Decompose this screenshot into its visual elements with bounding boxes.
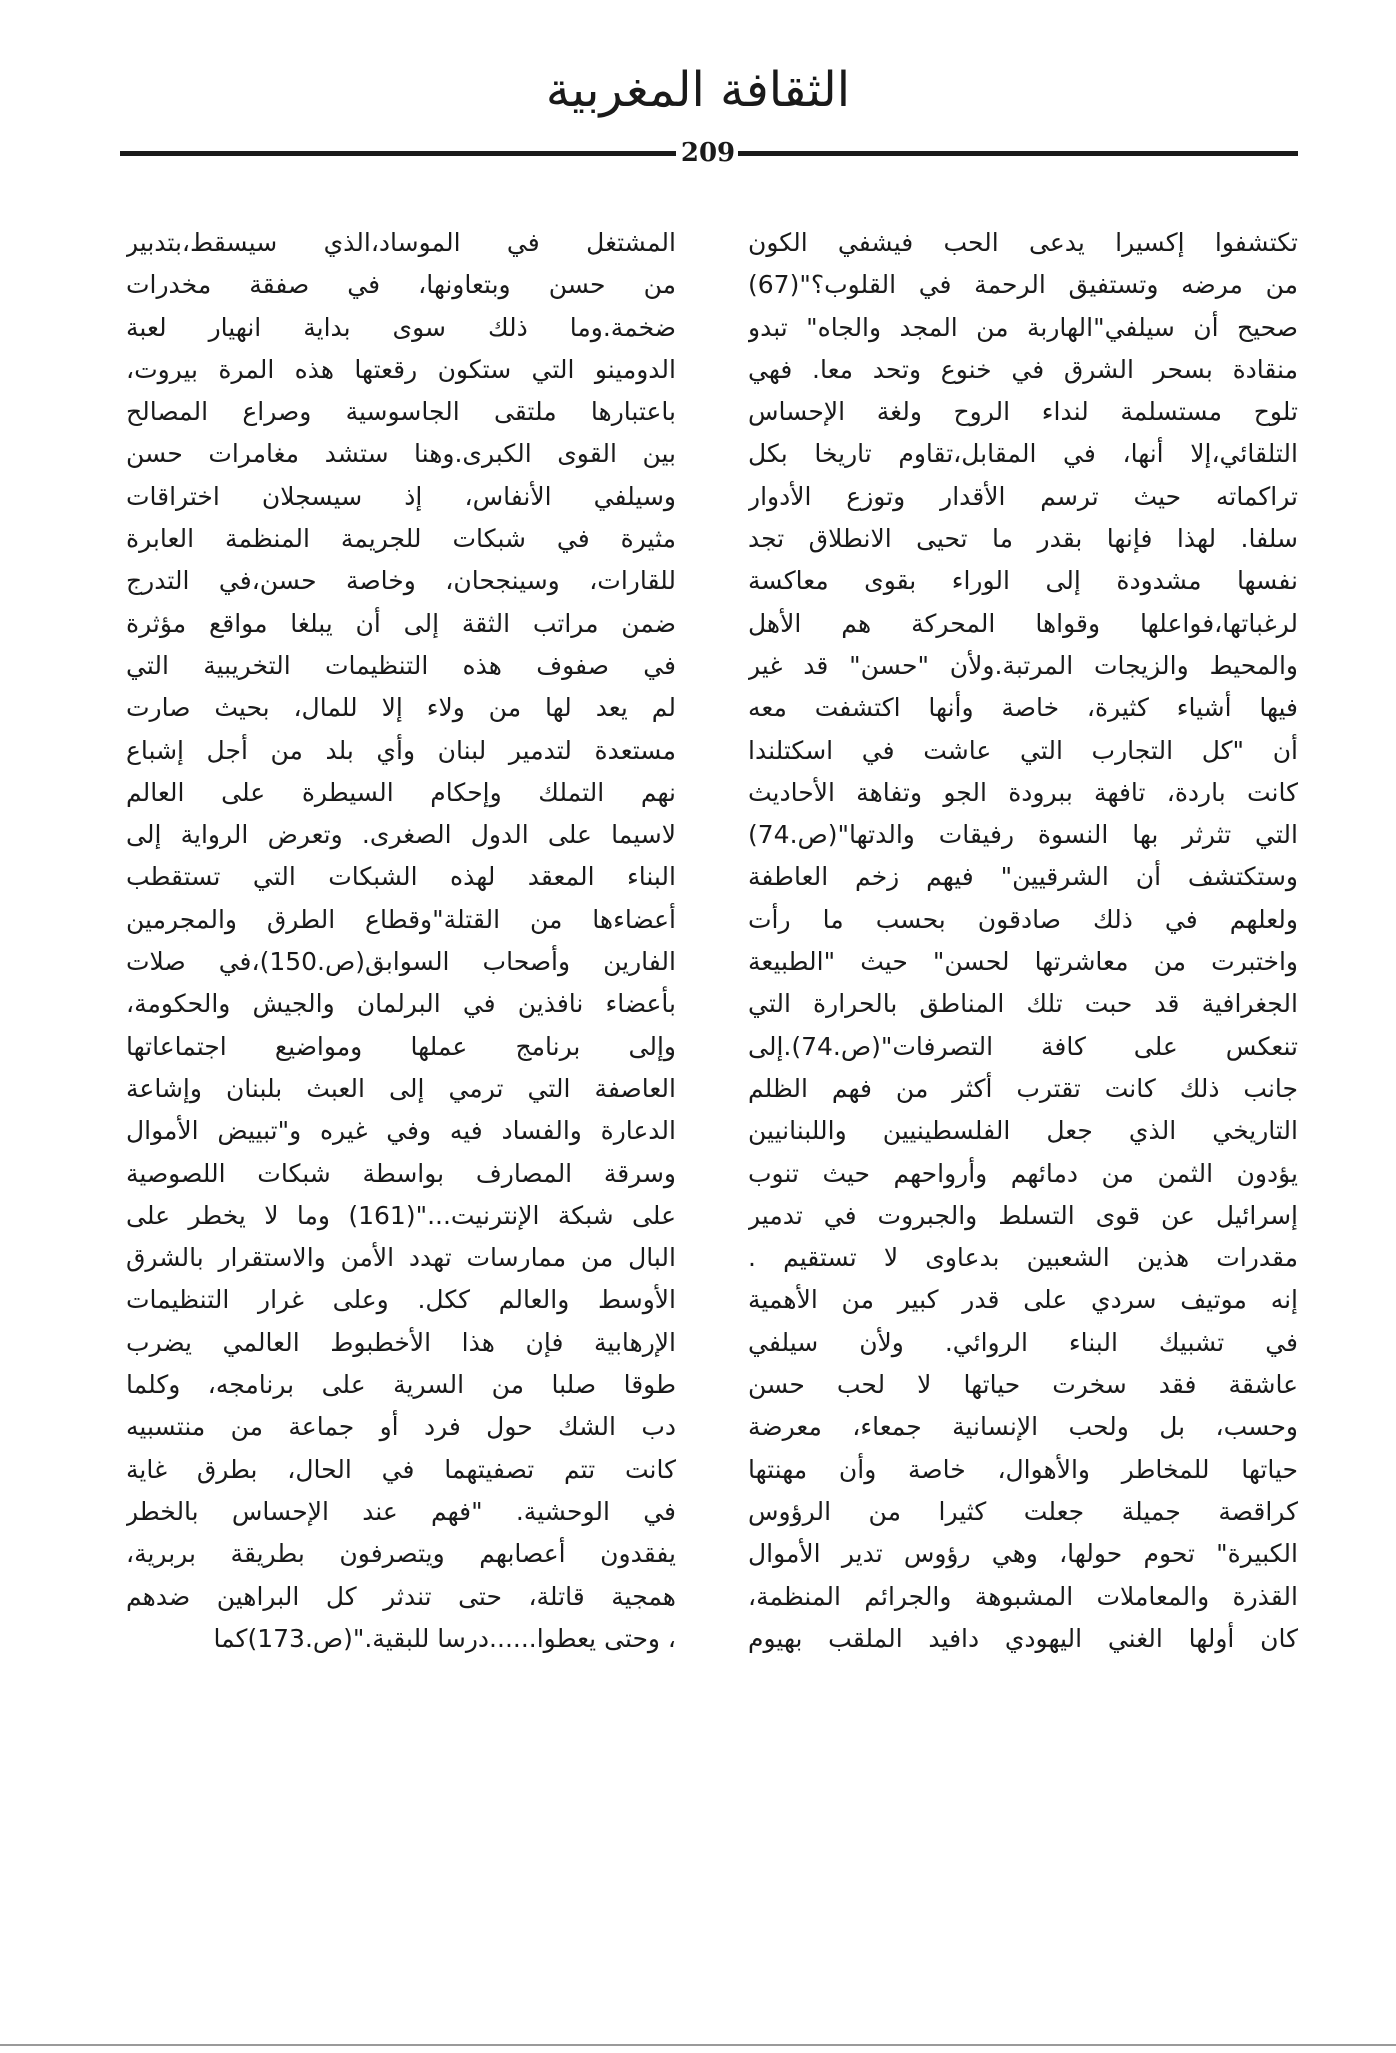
text-line: وإلى برنامج عملها ومواضيع اجتماعاتها <box>126 1031 676 1061</box>
page-number: 209 <box>680 138 736 168</box>
text-line: إنه موتيف سردي على قدر كبير من الأهمية <box>748 1285 1298 1315</box>
text-line: منقادة بسحر الشرق في خنوع وتحد معا. فهي <box>748 354 1298 384</box>
text-line: التلقائي،إلا أنها، في المقابل،تقاوم تاريخا بكل <box>748 439 1298 469</box>
text-line: أن "كل التجارب التي عاشت في اسكتلندا <box>748 735 1298 765</box>
text-line: ، وحتى يعطوا......درسا للبقية."(ص.173)كما <box>213 1623 676 1653</box>
scan-edge-line <box>0 2044 1396 2046</box>
text-line: ولعلهم في ذلك صادقون بحسب ما رأت <box>748 904 1298 934</box>
text-line: من مرضه وتستفيق الرحمة في القلوب؟"(67) <box>748 270 1298 300</box>
text-line: تراكماته حيث ترسم الأقدار وتوزع الأدوار <box>748 481 1298 511</box>
text-line: لرغباتها،فواعلها وقواها المحركة هم الأهل <box>748 608 1298 638</box>
text-line: في الوحشية. "فهم عند الإحساس بالخطر <box>126 1496 676 1526</box>
text-line: القذرة والمعاملات المشبوهة والجرائم المنظمة، <box>748 1581 1298 1611</box>
text-line: بأعضاء نافذين في البرلمان والجيش والحكومة، <box>126 989 676 1019</box>
text-line: كراقصة جميلة جعلت كثيرا من الرؤوس <box>748 1496 1298 1526</box>
text-line: في صفوف هذه التنظيمات التخريبية التي <box>126 650 676 680</box>
text-line: ضمن مراتب الثقة إلى أن يبلغا مواقع مؤثرة <box>126 608 676 638</box>
text-line: نفسها مشدودة إلى الوراء بقوى معاكسة <box>748 566 1298 596</box>
text-line: وسيلفي الأنفاس، إذ سيسجلان اختراقات <box>126 481 676 511</box>
text-line: صحيح أن سيلفي"الهاربة من المجد والجاه" تبدو <box>748 312 1298 342</box>
text-line: مقدرات هذين الشعبين بدعاوى لا تستقيم . <box>748 1243 1298 1273</box>
text-line: أعضاءها من القتلة"وقطاع الطرق والمجرمين <box>126 904 676 934</box>
text-line: طوقا صلبا من السرية على برنامجه، وكلما <box>126 1370 676 1400</box>
text-line: نهم التملك وإحكام السيطرة على العالم <box>126 777 676 807</box>
text-line: كان أولها الغني اليهودي دافيد الملقب بهيوم <box>748 1623 1298 1653</box>
text-line: تلوح مستسلمة لنداء الروح ولغة الإحساس <box>748 397 1298 427</box>
text-line: تنعكس على كافة التصرفات"(ص.74).إلى <box>748 1031 1298 1061</box>
text-line: يفقدون أعصابهم ويتصرفون بطريقة بربرية، <box>126 1539 676 1569</box>
text-line: الجغرافية قد حبت تلك المناطق بالحرارة التي <box>748 989 1298 1019</box>
text-line: واختبرت من معاشرتها لحسن" حيث "الطبيعة <box>748 947 1298 977</box>
text-line: وستكتشف أن الشرقيين" فيهم زخم العاطفة <box>748 862 1298 892</box>
text-column-right <box>748 222 1298 1660</box>
text-line: وسرقة المصارف بواسطة شبكات اللصوصية <box>126 1158 676 1188</box>
text-line: التي تثرثر بها النسوة رفيقات والدتها"(ص.74) <box>748 820 1298 850</box>
text-line: العاصفة التي ترمي إلى العبث بلبنان وإشاعة <box>126 1073 676 1103</box>
text-line: بين القوى الكبرى.وهنا ستشد مغامرات حسن <box>126 439 676 469</box>
text-line: لم يعد لها من ولاء إلا للمال، بحيث صارت <box>126 693 676 723</box>
text-line: الأوسط والعالم ككل. وعلى غرار التنظيمات <box>126 1285 676 1315</box>
text-line: ضخمة.وما ذلك سوى بداية انهيار لعبة <box>126 312 676 342</box>
text-line: في تشبيك البناء الروائي. ولأن سيلفي <box>748 1327 1298 1357</box>
text-line: التاريخي الذي جعل الفلسطينيين واللبنانيين <box>748 1116 1298 1146</box>
text-line: سلفا. لهذا فإنها بقدر ما تحيى الانطلاق تجد <box>748 524 1298 554</box>
text-line: همجية قاتلة، حتى تندثر كل البراهين ضدهم <box>126 1581 676 1611</box>
text-line: البناء المعقد لهذه الشبكات التي تستقطب <box>126 862 676 892</box>
text-line: لاسيما على الدول الصغرى. وتعرض الرواية إلى <box>126 820 676 850</box>
text-column-left <box>126 222 676 1660</box>
text-line: الكبيرة" تحوم حولها، وهي رؤوس تدير الأموال <box>748 1539 1298 1569</box>
text-line: المشتغل في الموساد،الذي سيسقط،بتدبير <box>126 228 676 257</box>
text-line: باعتبارها ملتقى الجاسوسية وصراع المصالح <box>126 397 676 427</box>
text-line: البال من ممارسات تهدد الأمن والاستقرار بالشرق <box>126 1243 676 1273</box>
text-line: إسرائيل عن قوى التسلط والجبروت في تدمير <box>748 1200 1298 1230</box>
text-line: من حسن وبتعاونها، في صفقة مخدرات <box>126 270 676 300</box>
text-line: الفارين وأصحاب السوابق(ص.150)،في صلات <box>126 947 676 977</box>
text-line: الدومينو التي ستكون رقعتها هذه المرة بيروت، <box>126 354 676 384</box>
text-line: على شبكة الإنترنيت..."(161) وما لا يخطر على <box>126 1200 676 1230</box>
header-rule-right <box>738 151 1298 156</box>
text-line: فيها أشياء كثيرة، خاصة وأنها اكتشفت معه <box>748 693 1298 723</box>
page-header <box>0 58 1396 138</box>
text-line: حياتها للمخاطر والأهوال، خاصة وأن مهنتها <box>748 1454 1298 1484</box>
text-line: يؤدون الثمن من دمائهم وأرواحهم حيث تنوب <box>748 1158 1298 1188</box>
text-line: وحسب، بل ولحب الإنسانية جمعاء، معرضة <box>748 1412 1298 1442</box>
text-line: كانت تتم تصفيتهما في الحال، بطرق غاية <box>126 1454 676 1484</box>
text-line: مستعدة لتدمير لبنان وأي بلد من أجل إشباع <box>126 735 676 765</box>
text-line: الإرهابية فإن هذا الأخطبوط العالمي يضرب <box>126 1327 676 1357</box>
text-line: عاشقة فقد سخرت حياتها لا لحب حسن <box>748 1370 1298 1400</box>
text-line: مثيرة في شبكات للجريمة المنظمة العابرة <box>126 524 676 554</box>
journal-title: الثقافة المغربية <box>545 62 851 118</box>
text-line: كانت باردة، تافهة ببرودة الجو وتفاهة الأحاديث <box>748 777 1298 807</box>
text-line: تكتشفوا إكسيرا يدعى الحب فيشفي الكون <box>748 228 1298 257</box>
text-line: للقارات، وسينجحان، وخاصة حسن،في التدرج <box>126 566 676 596</box>
text-line: والمحيط والزيجات المرتبة.ولأن "حسن" قد غير <box>748 650 1298 680</box>
header-rule-left <box>120 151 676 156</box>
text-line: دب الشك حول فرد أو جماعة من منتسبيه <box>126 1412 676 1442</box>
text-line: جانب ذلك كانت تقترب أكثر من فهم الظلم <box>748 1073 1298 1103</box>
text-line: الدعارة والفساد فيه وفي غيره و"تبييض الأموال <box>126 1116 676 1146</box>
